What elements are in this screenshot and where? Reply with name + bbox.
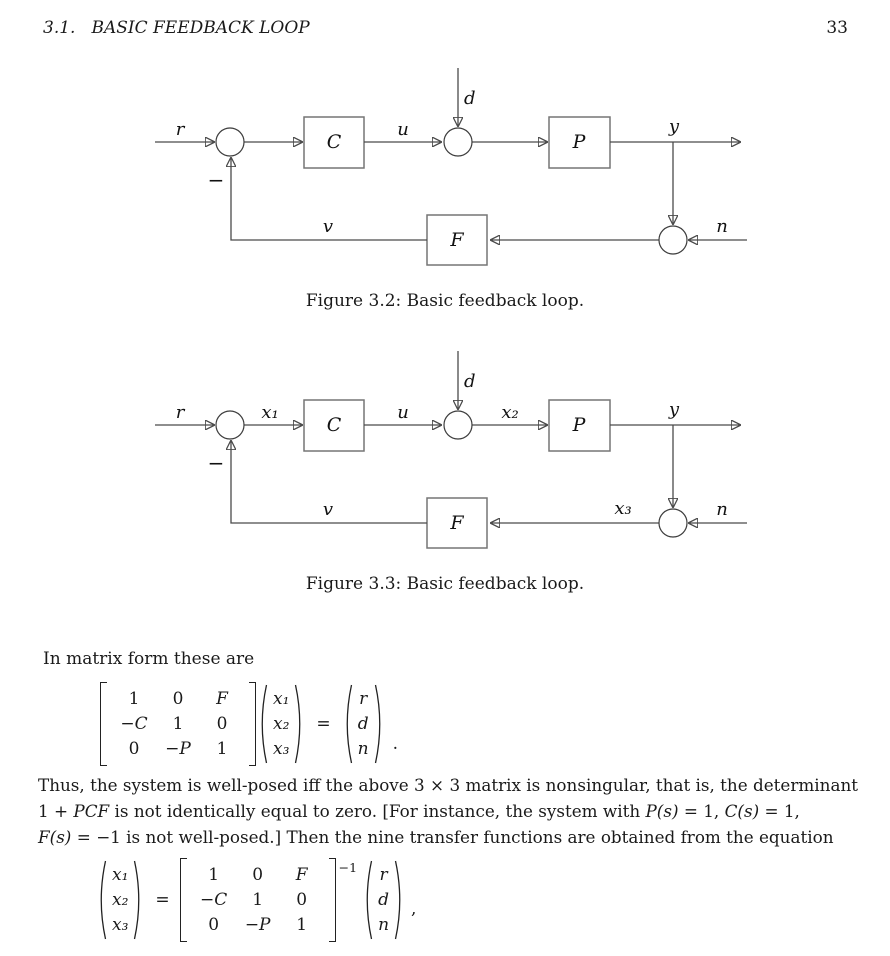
matrix-cell: 1 (216, 738, 228, 759)
right-paren (294, 682, 306, 766)
sum-junction-1 (216, 411, 244, 439)
section-number: 3.1. (43, 18, 76, 38)
vector-entry: r (359, 688, 368, 709)
matrix-cell: 0 (128, 738, 140, 759)
figure-3-2-diagram (130, 60, 790, 280)
signal-label-d: d (464, 88, 476, 109)
left-bracket (180, 858, 187, 942)
matrix-equation-2 (95, 858, 416, 942)
block-label-C: C (326, 131, 342, 153)
matrix-cell: F (216, 688, 228, 709)
block-label-C: C (326, 414, 342, 436)
coefficient-matrix (180, 858, 336, 942)
left-bracket (100, 682, 107, 766)
block-label-F: F (450, 512, 464, 534)
right-bracket (329, 858, 336, 942)
figure-3-3-diagram (130, 343, 790, 563)
left-paren (361, 858, 373, 942)
vector-entry: x₃ (273, 738, 290, 759)
signal-label-n: n (716, 216, 728, 237)
right-paren (394, 858, 406, 942)
equals-sign: = (316, 714, 331, 734)
intro-text: In matrix form these are (43, 649, 255, 669)
figure-3-3-caption: Figure 3.3: Basic feedback loop. (305, 574, 585, 594)
matrix-entries (112, 687, 244, 762)
vector-entry: x₁ (273, 688, 290, 709)
matrix-cell: −C (120, 713, 148, 734)
sum-junction-3 (659, 509, 687, 537)
page-number: 33 (826, 18, 848, 38)
paragraph-line: F(s) = −1 is not well-posed.] Then the nine transfer functions are obtained from the equation (38, 827, 834, 847)
signal-label-d: d (464, 371, 476, 392)
matrix-cell: 1 (252, 889, 264, 910)
paragraph-line: 1 + PCF is not identically equal to zero. [For instance, the system with P(s) = 1, C(s) = 1, (38, 801, 800, 821)
right-bracket (249, 682, 256, 766)
matrix-cell: 0 (208, 914, 220, 935)
signal-label-n: n (716, 499, 728, 520)
running-header (43, 18, 310, 38)
matrix-cell: −C (200, 889, 228, 910)
block-label-P: P (572, 414, 586, 436)
equation-period: . (392, 734, 399, 754)
signal-label-v: v (322, 216, 334, 237)
equation-comma: , (411, 899, 417, 919)
matrix-cell: 1 (296, 914, 308, 935)
matrix-cell: −P (244, 914, 271, 935)
vector-entry: d (378, 889, 390, 910)
rhs-vector (361, 858, 406, 942)
matrix-cell: 1 (128, 688, 140, 709)
matrix-cell: 0 (296, 889, 308, 910)
vector-entry: x₁ (112, 864, 129, 885)
block-label-F: F (450, 229, 464, 251)
figure-3-2-caption: Figure 3.2: Basic feedback loop. (305, 291, 585, 311)
matrix-cell: 0 (216, 713, 228, 734)
block-label-P: P (572, 131, 586, 153)
signal-label-y: y (668, 399, 680, 420)
matrix-cell: 1 (172, 713, 184, 734)
matrix-cell: 0 (252, 864, 264, 885)
equals-sign: = (155, 890, 170, 910)
signal-label-r: r (175, 119, 185, 140)
vector-entry: x₂ (112, 889, 129, 910)
signal-label-x1: x₁ (261, 402, 279, 423)
signal-label-u: u (397, 402, 409, 423)
right-paren (374, 682, 386, 766)
sum-junction-3 (659, 226, 687, 254)
vector-entry: x₃ (112, 914, 129, 935)
body-paragraph (38, 772, 858, 850)
state-vector (95, 858, 145, 942)
minus-sign: − (207, 451, 225, 475)
vector-entry: r (379, 864, 388, 885)
signal-label-x3: x₃ (614, 498, 632, 519)
vector-entry: d (357, 713, 369, 734)
signal-label-v: v (322, 499, 334, 520)
coefficient-matrix (100, 682, 256, 766)
inverse-superscript: −1 (338, 860, 358, 875)
left-paren (256, 682, 268, 766)
vector-entry: n (357, 738, 369, 759)
minus-sign: − (207, 168, 225, 192)
rhs-vector (341, 682, 386, 766)
signal-label-x2: x₂ (501, 402, 519, 423)
left-paren (341, 682, 353, 766)
matrix-entries (192, 863, 324, 938)
matrix-cell: 1 (208, 864, 220, 885)
vector-entry: x₂ (273, 713, 290, 734)
matrix-cell: 0 (172, 688, 184, 709)
section-title: BASIC FEEDBACK LOOP (91, 18, 310, 38)
left-paren (95, 858, 107, 942)
sum-junction-2 (444, 128, 472, 156)
matrix-cell: −P (165, 738, 191, 759)
matrix-equation-1 (100, 682, 398, 766)
sum-junction-2 (444, 411, 472, 439)
right-paren (133, 858, 145, 942)
state-vector (256, 682, 306, 766)
sum-junction-1 (216, 128, 244, 156)
vector-entry: n (378, 914, 390, 935)
matrix-cell: F (295, 864, 308, 885)
signal-label-u: u (397, 119, 409, 140)
signal-label-y: y (668, 116, 680, 137)
signal-label-r: r (175, 402, 185, 423)
paragraph-line: Thus, the system is well-posed iff the above 3 × 3 matrix is nonsingular, that is, the determinant (38, 775, 859, 795)
